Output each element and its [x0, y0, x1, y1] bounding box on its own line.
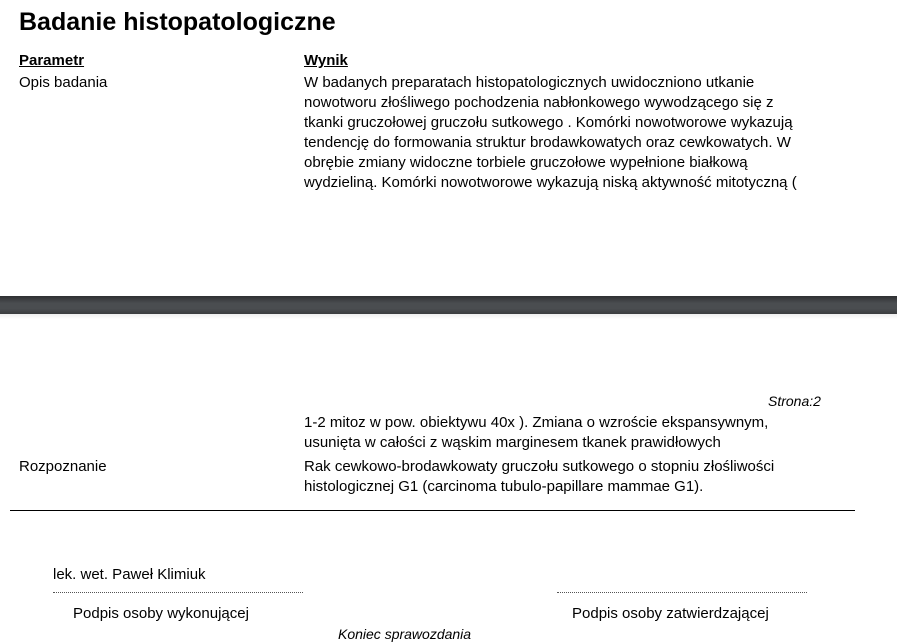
signature-label-approver: Podpis osoby zatwierdzającej	[572, 605, 769, 622]
performer-name: lek. wet. Paweł Klimiuk	[53, 566, 206, 583]
row-label-description: Opis badania	[19, 74, 108, 91]
column-header-parameter: Parametr	[19, 52, 85, 69]
text-line: usunięta w całości z wąskim marginesem tkanek prawidłowych	[304, 434, 721, 451]
signature-line-right	[557, 592, 807, 593]
text-line: Rak cewkowo-brodawkowaty gruczołu sutkowego o stopniu złośliwości	[304, 458, 775, 475]
signature-label-performer: Podpis osoby wykonującej	[73, 605, 249, 622]
page-break-separator	[0, 296, 897, 314]
description-continuation	[304, 413, 768, 453]
description-text	[304, 73, 797, 193]
table-bottom-rule	[10, 510, 855, 511]
text-line: tkanki gruczołowej gruczołu sutkowego . Komórki nowotworowe wykazują	[304, 114, 793, 131]
page-title: Badanie histopatologiczne	[19, 8, 336, 36]
page-number: Strona:2	[768, 393, 821, 409]
text-line: tendencję do formowania struktur brodawkowatych oraz cewkowatych. W	[304, 134, 791, 151]
column-header-result: Wynik	[304, 52, 348, 69]
report-end-label: Koniec sprawozdania	[338, 626, 472, 642]
text-line: 1-2 mitoz w pow. obiektywu 40x ). Zmiana o wzroście ekspansywnym,	[304, 414, 769, 431]
signature-line-left	[53, 592, 303, 593]
text-line: histologicznej G1 (carcinoma tubulo-papillare mammae G1).	[304, 478, 704, 495]
text-line: nowotworu złośliwego pochodzenia nabłonkowego wywodzącego się z	[304, 94, 774, 111]
text-line: W badanych preparatach histopatologicznych uwidoczniono utkanie	[304, 74, 755, 91]
text-line: wydzieliną. Komórki nowotworowe wykazują niską aktywność mitotyczną (	[304, 174, 797, 191]
row-label-diagnosis: Rozpoznanie	[19, 458, 107, 475]
diagnosis-text	[304, 457, 774, 497]
page-shadow	[0, 314, 897, 319]
text-line: obrębie zmiany widoczne torbiele gruczołowe wypełnione białkową	[304, 154, 748, 171]
